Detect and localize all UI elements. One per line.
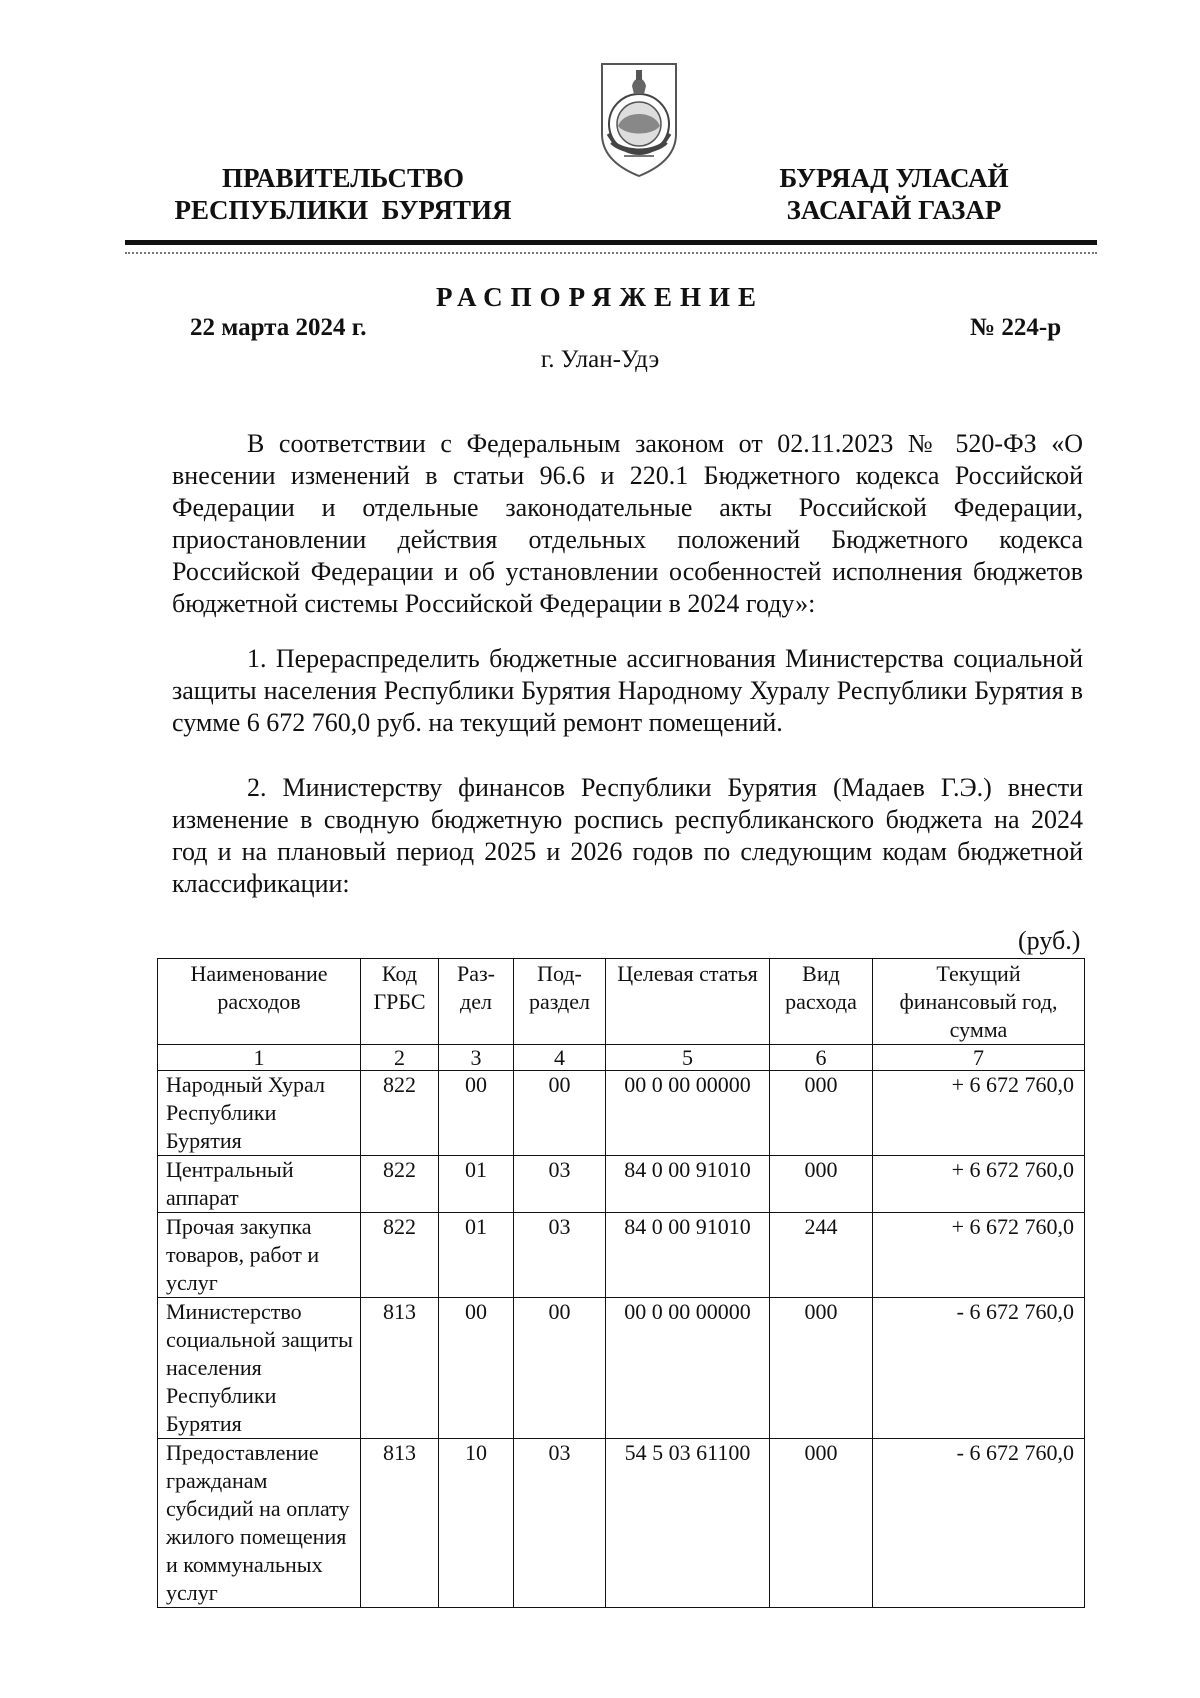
- table-row: [158, 1298, 1085, 1439]
- cell-subsection: 03: [514, 1156, 606, 1213]
- cell-target-article: 84 0 00 91010: [606, 1156, 770, 1213]
- table-row: [158, 1071, 1085, 1156]
- cell-section: 01: [439, 1156, 514, 1213]
- intro-paragraph: В соответствии с Федеральным законом от 02.11.2023 № 520-ФЗ «О внесении изменений в статьи 96.6 и 220.1 Бюджетного кодекса Российской Федерации и отдельные законодательные акты Российской Федерации, приостановлении действия отдельных положений Бюджетного кодекса Российской Федерации и об установлении особенностей исполнения бюджетов бюджетной системы Российской Федерации в 2024 году»:: [172, 429, 1083, 618]
- column-header-amount: Текущий финансовый год, сумма: [873, 959, 1085, 1045]
- document-date: 22 марта 2024 г.: [190, 314, 367, 341]
- cell-target-article: 54 5 03 61100: [606, 1439, 770, 1608]
- cell-grbs: 822: [361, 1156, 439, 1213]
- column-number: 4: [514, 1045, 606, 1071]
- cell-amount: + 6 672 760,0: [873, 1156, 1085, 1213]
- government-name-buryat-line-2: ЗАСАГАЙ ГАЗАР: [786, 195, 1002, 225]
- cell-expense-name: Центральный аппарат: [158, 1156, 361, 1213]
- cell-target-article: 00 0 00 00000: [606, 1298, 770, 1439]
- table-row: [158, 1213, 1085, 1298]
- item-2-paragraph: 2. Министерству финансов Республики Бурятия (Мадаев Г.Э.) внести изменение в сводную бюджетную роспись республиканского бюджета на 2024 год и на плановый период 2025 и 2026 годов по следующим кодам бюджетной классификации:: [172, 773, 1083, 898]
- cell-expense-name: Народный Хурал Республики Бурятия: [158, 1071, 361, 1156]
- column-number: 7: [873, 1045, 1085, 1071]
- cell-expense-type: 244: [770, 1213, 873, 1298]
- item-1-paragraph: 1. Перераспределить бюджетные ассигнования Министерства социальной защиты населения Республики Бурятия Народному Хуралу Республики Бурятия в сумме 6 672 760,0 руб. на текущий ремонт помещений.: [172, 644, 1083, 737]
- cell-amount: + 6 672 760,0: [873, 1213, 1085, 1298]
- government-name-russian: [158, 162, 528, 226]
- government-name-buryat: [746, 162, 1042, 226]
- cell-expense-name: Предоставление гражданам субсидий на оплату жилого помещения и коммунальных услуг: [158, 1439, 361, 1608]
- column-number: 1: [158, 1045, 361, 1071]
- column-header-name: Наименование расходов: [158, 959, 361, 1045]
- cell-expense-type: 000: [770, 1439, 873, 1608]
- column-header-expense-type: Вид расхода: [770, 959, 873, 1045]
- column-number: 2: [361, 1045, 439, 1071]
- column-header-grbs: Код ГРБС: [361, 959, 439, 1045]
- cell-section: 00: [439, 1071, 514, 1156]
- cell-section: 00: [439, 1298, 514, 1439]
- column-header-subsection: Под-раздел: [514, 959, 606, 1045]
- column-header-section: Раз-дел: [439, 959, 514, 1045]
- table-header-row: [158, 959, 1085, 1045]
- table-unit-note: (руб.): [1018, 926, 1081, 955]
- government-name-line-1: ПРАВИТЕЛЬСТВО: [221, 163, 465, 193]
- government-name-line-2: РЕСПУБЛИКИ БУРЯТИЯ: [174, 195, 512, 225]
- cell-subsection: 03: [514, 1439, 606, 1608]
- document-title: РАСПОРЯЖЕНИЕ: [435, 282, 765, 312]
- cell-subsection: 00: [514, 1071, 606, 1156]
- column-number: 6: [770, 1045, 873, 1071]
- table-row: [158, 1439, 1085, 1608]
- cell-target-article: 84 0 00 91010: [606, 1213, 770, 1298]
- budget-table: [157, 958, 1085, 1608]
- government-name-buryat-line-1: БУРЯАД УЛАСАЙ: [779, 163, 1009, 193]
- table-row: [158, 1156, 1085, 1213]
- cell-subsection: 00: [514, 1298, 606, 1439]
- cell-expense-type: 000: [770, 1298, 873, 1439]
- cell-grbs: 813: [361, 1298, 439, 1439]
- cell-expense-type: 000: [770, 1156, 873, 1213]
- cell-amount: - 6 672 760,0: [873, 1439, 1085, 1608]
- cell-grbs: 813: [361, 1439, 439, 1608]
- column-number: 5: [606, 1045, 770, 1071]
- cell-grbs: 822: [361, 1213, 439, 1298]
- cell-section: 01: [439, 1213, 514, 1298]
- cell-expense-name: Прочая закупка товаров, работ и услуг: [158, 1213, 361, 1298]
- column-number-row: [158, 1045, 1085, 1071]
- cell-expense-type: 000: [770, 1071, 873, 1156]
- document-city: г. Улан-Удэ: [540, 346, 660, 373]
- coat-of-arms-icon: [594, 56, 684, 180]
- document-number: № 224-р: [970, 314, 1062, 341]
- cell-grbs: 822: [361, 1071, 439, 1156]
- cell-target-article: 00 0 00 00000: [606, 1071, 770, 1156]
- cell-amount: + 6 672 760,0: [873, 1071, 1085, 1156]
- cell-subsection: 03: [514, 1213, 606, 1298]
- column-number: 3: [439, 1045, 514, 1071]
- cell-amount: - 6 672 760,0: [873, 1298, 1085, 1439]
- column-header-target-article: Целевая статья: [606, 959, 770, 1045]
- cell-section: 10: [439, 1439, 514, 1608]
- cell-expense-name: Министерство социальной защиты населения Республики Бурятия: [158, 1298, 361, 1439]
- header-divider-thin: [125, 252, 1097, 254]
- header-divider-thick: [125, 240, 1097, 245]
